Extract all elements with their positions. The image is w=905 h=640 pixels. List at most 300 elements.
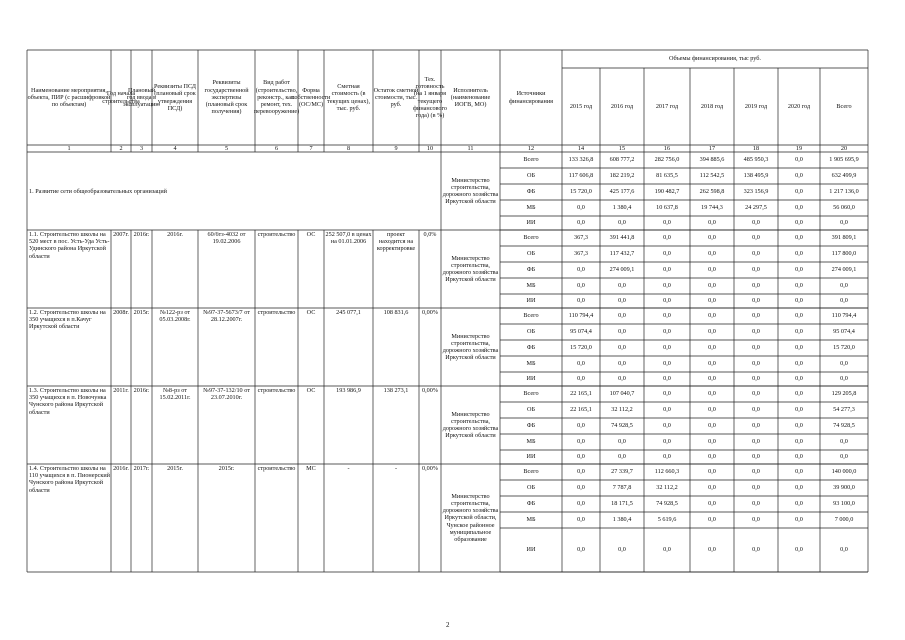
funding-value xyxy=(600,230,644,246)
column-number xyxy=(255,145,298,152)
object-ownership-text: МС xyxy=(306,465,316,472)
funding-value-text: 632 499,9 xyxy=(831,172,857,180)
funding-value-text: 0,0 xyxy=(795,234,803,242)
funding-value-text: 0,0 xyxy=(840,282,848,290)
funding-value-text: 0,0 xyxy=(795,422,803,430)
funding-value-text: 0,0 xyxy=(752,422,760,430)
funding-value xyxy=(778,324,820,340)
funding-value xyxy=(820,294,868,308)
funding-value xyxy=(644,464,690,480)
funding-value xyxy=(644,200,690,216)
funding-value xyxy=(734,464,778,480)
funding-value-text: 0,0 xyxy=(663,422,671,430)
funding-value-text: 0,0 xyxy=(708,484,716,492)
funding-value-text: 0,0 xyxy=(618,297,626,305)
funding-value-text: 0,0 xyxy=(795,188,803,196)
column-number-text: 4 xyxy=(173,144,177,152)
funding-value-text: 0,0 xyxy=(577,468,585,476)
funding-value xyxy=(644,386,690,402)
object-name-text: 1.2. Строительство школы на 350 учащихся в п.Качуг Иркутской области xyxy=(29,309,106,331)
header-year-1 xyxy=(600,68,644,145)
object-remaining xyxy=(373,464,419,572)
funding-value-text: 0,0 xyxy=(752,438,760,446)
funding-value xyxy=(690,262,734,278)
funding-value-text: 0,0 xyxy=(795,500,803,508)
funding-value-text: 112 542,5 xyxy=(699,172,725,180)
funding-source-text: МБ xyxy=(526,360,536,368)
funding-source-text: МБ xyxy=(526,282,536,290)
funding-value-text: 32 112,2 xyxy=(656,484,678,492)
header-year-1-text: 2016 год xyxy=(610,102,634,110)
funding-value xyxy=(778,434,820,450)
funding-value xyxy=(600,200,644,216)
column-number-text: 11 xyxy=(467,144,474,152)
funding-value xyxy=(820,496,868,512)
funding-value xyxy=(820,246,868,262)
funding-value xyxy=(734,512,778,528)
funding-value-text: 10 637,8 xyxy=(656,204,678,212)
executor-name xyxy=(441,464,500,572)
object-expertise-text: №97-37-132/10 от 23.07.2010г. xyxy=(203,387,250,402)
object-expertise xyxy=(198,386,255,464)
funding-source xyxy=(500,308,562,324)
funding-value xyxy=(562,200,600,216)
funding-source xyxy=(500,356,562,372)
funding-value-text: 0,0 xyxy=(663,453,671,461)
funding-source xyxy=(500,450,562,464)
funding-value-text: 0,0 xyxy=(663,312,671,320)
funding-value-text: 7 787,8 xyxy=(612,484,632,492)
object-remaining-text: 108 831,6 xyxy=(383,309,409,316)
executor-name-text: Министерство строительства, дорожного хозяйства Иркутской области xyxy=(442,410,499,440)
funding-value xyxy=(562,216,600,230)
funding-value xyxy=(644,278,690,294)
funding-value-text: 0,0 xyxy=(577,516,585,524)
funding-value-text: 0,0 xyxy=(663,344,671,352)
funding-value xyxy=(690,386,734,402)
funding-value-text: 0,0 xyxy=(618,219,626,227)
header-sources xyxy=(500,50,562,145)
object-remaining-text: - xyxy=(394,465,398,472)
funding-value-text: 0,0 xyxy=(577,282,585,290)
funding-value-text: 0,0 xyxy=(577,453,585,461)
header-year-5 xyxy=(778,68,820,145)
funding-value xyxy=(778,278,820,294)
funding-value-text: 274 009,1 xyxy=(831,266,857,274)
funding-value xyxy=(562,450,600,464)
funding-value xyxy=(600,356,644,372)
column-number xyxy=(600,145,644,152)
column-number xyxy=(27,145,111,152)
object-readiness xyxy=(419,464,441,572)
funding-value-text: 133 326,8 xyxy=(568,156,594,164)
funding-value-text: 282 756,0 xyxy=(654,156,680,164)
funding-value xyxy=(562,230,600,246)
funding-value xyxy=(734,386,778,402)
funding-value xyxy=(734,200,778,216)
object-year-start xyxy=(111,464,131,572)
funding-value xyxy=(734,434,778,450)
funding-value-text: 394 885,6 xyxy=(699,156,725,164)
funding-source xyxy=(500,512,562,528)
funding-value-text: 0,0 xyxy=(708,546,716,554)
funding-value xyxy=(820,386,868,402)
funding-value-text: 110 794,4 xyxy=(568,312,594,320)
column-number xyxy=(778,145,820,152)
header-cost-text: Сметная стоимость (в текущих ценах), тыс. руб. xyxy=(327,83,370,112)
object-psd-text: №8-рз от 15.02.2011г. xyxy=(159,387,191,402)
funding-value-text: 0,0 xyxy=(708,344,716,352)
funding-value xyxy=(734,372,778,386)
funding-value xyxy=(820,230,868,246)
funding-value-text: 425 177,6 xyxy=(609,188,635,196)
funding-value xyxy=(778,386,820,402)
funding-value-text: 0,0 xyxy=(795,438,803,446)
funding-value-text: 0,0 xyxy=(663,266,671,274)
column-number-text: 9 xyxy=(394,144,398,152)
funding-value-text: 140 000,0 xyxy=(831,468,857,476)
funding-value-text: 0,0 xyxy=(795,328,803,336)
funding-value xyxy=(644,184,690,200)
header-executor xyxy=(441,50,500,145)
funding-value-text: 0,0 xyxy=(577,438,585,446)
object-year-start xyxy=(111,230,131,308)
funding-value-text: 39 900,0 xyxy=(833,484,855,492)
funding-value xyxy=(820,324,868,340)
funding-value xyxy=(562,152,600,168)
funding-value-text: 24 297,5 xyxy=(745,204,767,212)
funding-source-text: ИИ xyxy=(526,375,536,383)
header-readiness xyxy=(413,50,447,145)
object-ownership-text: ОС xyxy=(306,387,316,394)
funding-value-text: 0,0 xyxy=(752,250,760,258)
funding-value-text: 0,0 xyxy=(752,468,760,476)
header-year-plan-text: Плановый год ввода в эксплуатацию xyxy=(122,86,161,109)
funding-value-text: 608 777,2 xyxy=(609,156,635,164)
column-number xyxy=(298,145,324,152)
funding-value-text: 367,3 xyxy=(574,250,588,258)
funding-value-text: 0,0 xyxy=(752,234,760,242)
funding-value xyxy=(562,528,600,572)
funding-value xyxy=(562,464,600,480)
funding-value-text: 0,0 xyxy=(663,328,671,336)
funding-source-text: ИИ xyxy=(526,297,536,305)
column-number-text: 2 xyxy=(119,144,123,152)
object-year-start-text: 2008г. xyxy=(113,309,129,316)
funding-value xyxy=(778,340,820,356)
page-number: 2 xyxy=(446,621,450,629)
funding-source xyxy=(500,168,562,184)
funding-value-text: 182 219,2 xyxy=(609,172,635,180)
funding-source-text: Всего xyxy=(523,156,539,164)
funding-value xyxy=(690,168,734,184)
funding-value xyxy=(690,340,734,356)
executor-name xyxy=(441,308,500,386)
header-psd-text: Реквизиты ПСД (плановый срок утверждения ПСД) xyxy=(153,83,196,112)
funding-value xyxy=(644,168,690,184)
object-readiness-text: 0,0% xyxy=(423,231,437,238)
funding-source-text: Всего xyxy=(523,312,539,320)
funding-source xyxy=(500,386,562,402)
funding-value xyxy=(778,184,820,200)
object-year-plan xyxy=(131,386,152,464)
funding-value xyxy=(600,278,644,294)
funding-value-text: 0,0 xyxy=(577,422,585,430)
funding-value xyxy=(734,356,778,372)
executor-name xyxy=(441,386,500,464)
header-year-plan xyxy=(122,50,161,145)
object-name-text: 1.3. Строительство школы на 350 учащихся в п. Новочунка Чунского района Иркутской области xyxy=(29,387,107,416)
column-number xyxy=(324,145,373,152)
object-cost xyxy=(324,464,373,572)
funding-value-text: 0,0 xyxy=(752,500,760,508)
column-number-text: 17 xyxy=(708,144,716,152)
object-expertise-text: №97-37-5673/7 от 28.12.2007г. xyxy=(203,309,250,324)
funding-value xyxy=(734,418,778,434)
funding-value xyxy=(600,152,644,168)
object-name-text: 1.1. Строительство школы на 520 мест в пос. Усть-Уда Усть-Удинского района Иркутской области xyxy=(29,231,110,260)
object-psd-text: №122-рз от 05.03.2008г. xyxy=(159,309,191,324)
funding-source xyxy=(500,200,562,216)
object-cost-text: - xyxy=(347,465,350,472)
funding-value xyxy=(734,294,778,308)
funding-value-text: 1 905 695,9 xyxy=(829,156,859,164)
funding-value xyxy=(644,294,690,308)
column-number-text: 19 xyxy=(795,144,803,152)
funding-value xyxy=(820,278,868,294)
funding-value xyxy=(600,184,644,200)
funding-value-text: 129 205,8 xyxy=(831,390,857,398)
funding-value-text: 0,0 xyxy=(752,344,760,352)
header-sources-text: Источники финансирования xyxy=(509,90,553,105)
object-work-type xyxy=(255,386,298,464)
header-name xyxy=(27,50,111,145)
funding-value-text: 0,0 xyxy=(840,546,848,554)
column-number xyxy=(734,145,778,152)
funding-value xyxy=(690,230,734,246)
object-cost xyxy=(324,386,373,464)
funding-value-text: 0,0 xyxy=(577,297,585,305)
funding-value-text: 0,0 xyxy=(708,453,716,461)
funding-value xyxy=(820,168,868,184)
funding-value-text: 0,0 xyxy=(708,360,716,368)
executor-name-text: Министерство строительства, дорожного хозяйства Иркутской области xyxy=(442,176,499,206)
funding-value-text: 15 720,0 xyxy=(570,344,592,352)
object-remaining xyxy=(373,308,419,386)
funding-value-text: 0,0 xyxy=(840,219,848,227)
funding-value xyxy=(562,294,600,308)
funding-value-text: 7 000,0 xyxy=(834,516,854,524)
funding-value xyxy=(734,528,778,572)
funding-value-text: 0,0 xyxy=(618,344,626,352)
object-readiness-text: 0,00% xyxy=(422,387,438,394)
funding-value-text: 0,0 xyxy=(752,516,760,524)
funding-value-text: 0,0 xyxy=(577,219,585,227)
object-readiness xyxy=(419,230,441,308)
funding-value xyxy=(778,450,820,464)
funding-value xyxy=(820,528,868,572)
funding-source-text: МБ xyxy=(526,204,536,212)
funding-value xyxy=(644,402,690,418)
funding-value-text: 27 339,7 xyxy=(611,468,633,476)
funding-source-text: Всего xyxy=(523,390,539,398)
funding-source xyxy=(500,324,562,340)
funding-value xyxy=(600,168,644,184)
funding-value-text: 0,0 xyxy=(663,219,671,227)
funding-value-text: 0,0 xyxy=(663,390,671,398)
funding-value xyxy=(690,480,734,496)
funding-value xyxy=(562,418,600,434)
funding-value xyxy=(600,496,644,512)
funding-value-text: 1 380,4 xyxy=(612,516,632,524)
funding-value xyxy=(644,418,690,434)
funding-value-text: 0,0 xyxy=(795,406,803,414)
column-number-text: 16 xyxy=(663,144,671,152)
funding-value xyxy=(820,340,868,356)
header-readiness-text: Тех. готовность (на 1 января текущего финансового года) (в %) xyxy=(413,75,447,119)
funding-value xyxy=(778,464,820,480)
funding-value xyxy=(562,480,600,496)
funding-value-text: 0,0 xyxy=(577,500,585,508)
funding-value xyxy=(644,246,690,262)
funding-value xyxy=(690,512,734,528)
object-psd xyxy=(152,386,198,464)
funding-value-text: 0,0 xyxy=(752,219,760,227)
funding-value-text: 0,0 xyxy=(708,438,716,446)
funding-value xyxy=(778,402,820,418)
funding-source xyxy=(500,464,562,480)
funding-value xyxy=(600,324,644,340)
object-cost xyxy=(324,308,373,386)
funding-value-text: 0,0 xyxy=(795,312,803,320)
object-expertise-text: 2015г. xyxy=(218,465,235,472)
object-remaining-text: проект находится на корректировке xyxy=(376,231,416,253)
funding-source-text: ОБ xyxy=(526,328,536,336)
funding-value-text: 15 720,0 xyxy=(570,188,592,196)
funding-value-text: 0,0 xyxy=(795,484,803,492)
funding-value xyxy=(600,262,644,278)
funding-value xyxy=(734,402,778,418)
funding-value xyxy=(690,418,734,434)
column-number-text: 20 xyxy=(840,144,848,152)
funding-value xyxy=(562,324,600,340)
funding-value-text: 0,0 xyxy=(752,297,760,305)
funding-value xyxy=(690,356,734,372)
object-expertise-text: 60/6тз-4032 от 19.02.2006 xyxy=(207,231,246,246)
funding-value-text: 0,0 xyxy=(752,312,760,320)
funding-source xyxy=(500,496,562,512)
funding-value-text: 81 635,5 xyxy=(656,172,678,180)
funding-value xyxy=(820,418,868,434)
funding-value xyxy=(690,434,734,450)
funding-value-text: 0,0 xyxy=(708,328,716,336)
header-psd xyxy=(152,50,198,145)
funding-value-text: 0,0 xyxy=(752,266,760,274)
funding-value-text: 93 100,0 xyxy=(833,500,855,508)
funding-value xyxy=(690,200,734,216)
column-number xyxy=(152,145,198,152)
column-number xyxy=(820,145,868,152)
object-year-plan-text: 2016г. xyxy=(133,387,150,394)
funding-value-text: 5 619,6 xyxy=(657,516,677,524)
funding-source xyxy=(500,184,562,200)
funding-value-text: 110 794,4 xyxy=(831,312,857,320)
funding-value-text: 95 074,4 xyxy=(833,328,855,336)
funding-value-text: 19 744,3 xyxy=(701,204,723,212)
funding-value xyxy=(778,168,820,184)
section-title-text: 1. Развитие сети общеобразовательных организаций xyxy=(29,187,167,195)
object-readiness xyxy=(419,308,441,386)
funding-value xyxy=(600,372,644,386)
object-psd-text: 2015г. xyxy=(167,465,183,472)
object-expertise xyxy=(198,230,255,308)
funding-value xyxy=(562,246,600,262)
funding-value xyxy=(562,496,600,512)
funding-value-text: 0,0 xyxy=(618,438,626,446)
funding-value xyxy=(600,480,644,496)
funding-value xyxy=(778,294,820,308)
funding-value xyxy=(644,372,690,386)
object-readiness-text: 0,00% xyxy=(422,465,438,472)
column-number xyxy=(419,145,441,152)
funding-value-text: 0,0 xyxy=(840,375,848,383)
column-number xyxy=(111,145,131,152)
funding-value xyxy=(600,246,644,262)
funding-value-text: 117 800,0 xyxy=(831,250,857,258)
funding-source-text: ФБ xyxy=(526,266,536,274)
object-name xyxy=(27,386,111,464)
object-year-start-text: 2007г. xyxy=(113,231,129,238)
funding-source xyxy=(500,402,562,418)
funding-value-text: 0,0 xyxy=(752,546,760,554)
funding-value xyxy=(690,308,734,324)
funding-value-text: 0,0 xyxy=(795,250,803,258)
funding-value xyxy=(690,324,734,340)
column-number xyxy=(131,145,152,152)
funding-value-text: 22 165,1 xyxy=(570,406,592,414)
funding-value-text: 22 165,1 xyxy=(570,390,592,398)
funding-value-text: 1 217 136,0 xyxy=(829,188,859,196)
funding-value xyxy=(600,528,644,572)
funding-value-text: 0,0 xyxy=(795,516,803,524)
funding-value xyxy=(778,356,820,372)
header-executor-text: Исполнитель (наименование ИОГВ, МО) xyxy=(450,86,491,109)
funding-value-text: 0,0 xyxy=(663,546,671,554)
funding-source xyxy=(500,480,562,496)
funding-value xyxy=(734,246,778,262)
funding-value-text: 0,0 xyxy=(708,375,716,383)
object-ownership-text: ОС xyxy=(306,231,316,238)
funding-value xyxy=(820,512,868,528)
column-number-text: 6 xyxy=(274,144,279,152)
funding-value xyxy=(644,480,690,496)
funding-value-text: 74 928,5 xyxy=(833,422,855,430)
object-year-start xyxy=(111,308,131,386)
funding-value xyxy=(734,216,778,230)
funding-value xyxy=(820,450,868,464)
funding-value-text: 0,0 xyxy=(618,453,626,461)
object-psd-text: 2016г. xyxy=(167,231,183,238)
funding-source-text: ФБ xyxy=(526,500,536,508)
object-work-type xyxy=(255,308,298,386)
funding-value-text: 0,0 xyxy=(840,438,848,446)
funding-value xyxy=(562,184,600,200)
funding-value-text: 0,0 xyxy=(663,234,671,242)
funding-value-text: 54 277,3 xyxy=(833,406,855,414)
funding-value-text: 0,0 xyxy=(577,266,585,274)
funding-value xyxy=(562,308,600,324)
funding-value xyxy=(778,216,820,230)
